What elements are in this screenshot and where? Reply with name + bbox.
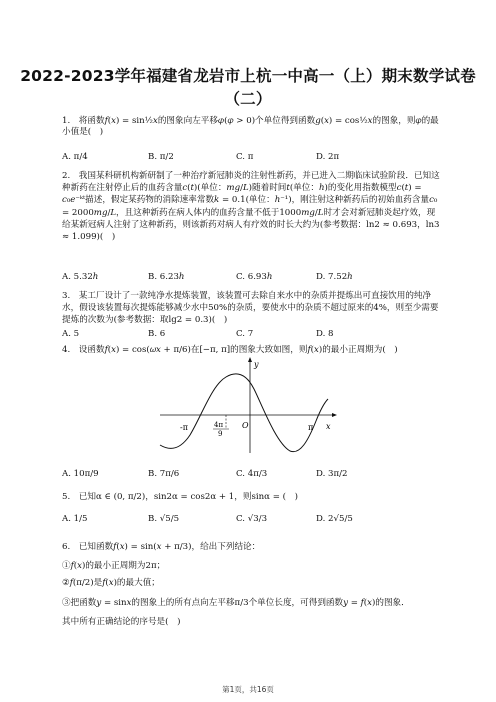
q2-option-d: D. 7.52ℎ bbox=[316, 272, 353, 282]
q6-question-tail: 其中所有正确结论的序号是( ) bbox=[62, 617, 181, 627]
x-axis-arrow bbox=[332, 413, 337, 417]
pos-pi-label: π bbox=[308, 423, 314, 432]
question-5-stem: 5. 已知α ∈ (0, π/2)，sin2α = cos2α + 1，则sinα = ( ) bbox=[62, 492, 298, 502]
marker-denominator: 9 bbox=[218, 430, 223, 438]
q5-option-d: D. 2√5/5 bbox=[316, 514, 353, 524]
q4-option-a: A. 10π/9 bbox=[62, 469, 99, 479]
question-2-stem: 2. 我国某科研机构新研制了一种治疗新冠肺炎的注射性新药，并已进入二期临床试验阶段．已知这种新药在注射停止后的血药含量𝑐(𝑡)(单位：𝑚𝑔/𝐿)随着时间𝑡(单位：ℎ)的变化用指数模型𝑐(𝑡) = 𝑐₀𝑒⁻ᵏᵗ描述，假定某药物的消除速率常数𝑘 = 0.1(单位：ℎ⁻¹)，刚注射这种新药后的初始血药含量𝑐₀ = 2000𝑚𝑔/𝐿，且这种新药在病人体内的血药含量不低于1000𝑚𝑔/𝐿时才会对新冠肺炎起疗效，现给某新冠病人注射了这种新药，则该新药对病人有疗效的时长大约为(参考数据：ln2 ≈ 0.693，ln3 ≈ 1.099)( ) bbox=[62, 171, 440, 243]
q3-option-d: D. 8 bbox=[316, 329, 334, 339]
cosine-graph-figure bbox=[150, 355, 340, 455]
page-footer: 第1页，共16页 bbox=[222, 685, 274, 694]
q4-option-b: B. 7π/6 bbox=[148, 469, 180, 479]
q5-option-b: B. √5/5 bbox=[148, 514, 180, 524]
q5-option-c: C. √3/3 bbox=[236, 514, 268, 524]
question-4-stem: 4. 设函数𝑓(𝑥) = cos(𝜔𝑥 + π/6)在[−π, π]的图象大致如图，则𝑓(𝑥)的最小正周期为( ) bbox=[62, 345, 398, 355]
exam-title: 2022-2023学年福建省龙岩市上杭一中高一（上）期末数学试卷 bbox=[20, 67, 476, 85]
q1-option-c: C. π bbox=[236, 152, 254, 162]
q6-statement-3: ③把函数𝑦 = sin𝑥的图象上的所有点向左平移π/3个单位长度，可得到函数𝑦 = 𝑓(𝑥)的图象． bbox=[62, 598, 410, 608]
exam-title-suffix: （二） bbox=[224, 90, 272, 108]
q1-option-b: B. π/2 bbox=[148, 152, 174, 162]
origin-label: O bbox=[242, 421, 249, 430]
q3-option-b: B. 6 bbox=[148, 329, 166, 339]
x-axis-label: x bbox=[326, 422, 331, 431]
q1-option-a: A. π/4 bbox=[62, 152, 88, 162]
q6-statement-1: ①𝑓(𝑥)的最小正周期为2π； bbox=[62, 561, 166, 571]
neg-pi-label: -π bbox=[180, 423, 188, 432]
y-axis-arrow bbox=[248, 357, 252, 362]
marker-numerator: 4π bbox=[214, 421, 224, 429]
question-3-stem: 3. 某工厂设计了一款纯净水提炼装置，该装置可去除自来水中的杂质并提炼出可直接饮用的纯净水，假设该装置每次提炼能够减少水中50%的杂质，要使水中的杂质不超过原来的4%，则至少需要提炼的次数为(参考数据：取lg2 = 0.3)( ) bbox=[62, 291, 439, 326]
y-axis-label: y bbox=[254, 360, 259, 369]
q6-statement-2: ②𝑓(π/2)是𝑓(𝑥)的最大值； bbox=[62, 578, 160, 588]
q1-option-d: D. 2π bbox=[316, 152, 340, 162]
question-6-stem: 6. 已知函数𝑓(𝑥) = sin(𝑥 + π/3)，给出下列结论： bbox=[62, 542, 261, 552]
q3-option-c: C. 7 bbox=[236, 329, 254, 339]
question-1-stem: 1. 将函数𝑓(𝑥) = sin½𝑥的图象向左平移𝜑(𝜑 > 0)个单位得到函数𝑔(𝑥) = cos½𝑥的图象，则𝜑的最小值是( ) bbox=[62, 116, 439, 137]
q5-option-a: A. 1/5 bbox=[62, 514, 88, 524]
q2-option-a: A. 5.32ℎ bbox=[62, 272, 99, 282]
q4-option-c: C. 4π/3 bbox=[236, 469, 268, 479]
q3-option-a: A. 5 bbox=[62, 329, 80, 339]
function-curve bbox=[160, 374, 328, 452]
q4-option-d: D. 3π/2 bbox=[316, 469, 348, 479]
q2-option-b: B. 6.23ℎ bbox=[148, 272, 185, 282]
q2-option-c: C. 6.93ℎ bbox=[236, 272, 273, 282]
